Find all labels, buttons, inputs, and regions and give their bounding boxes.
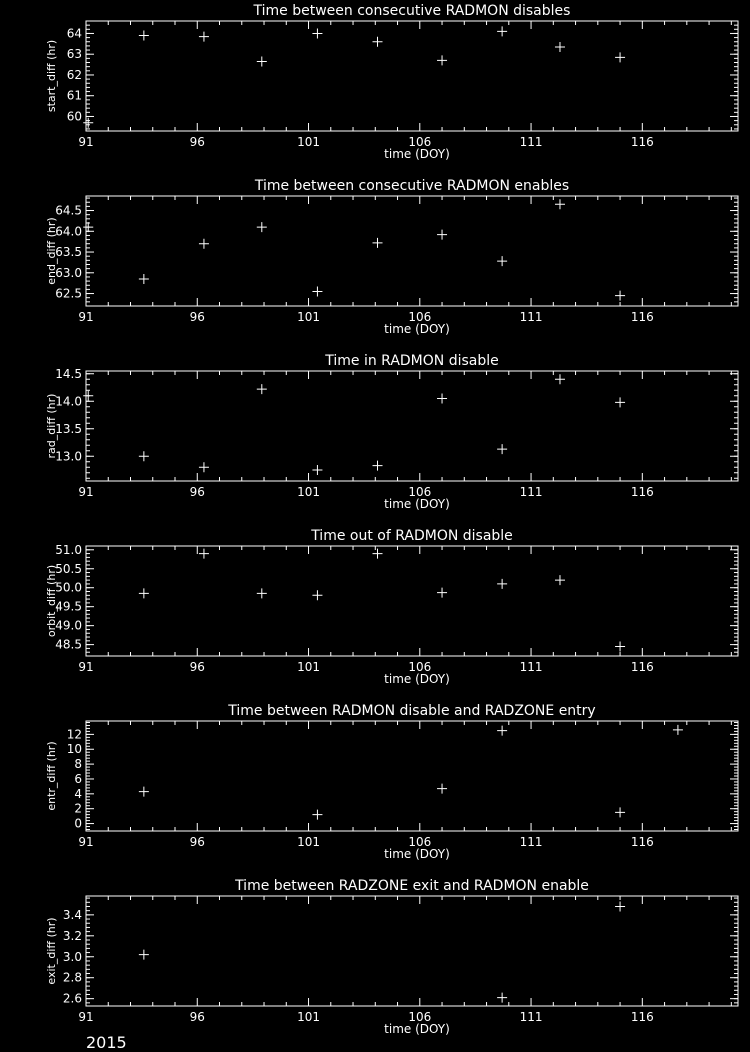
data-point: [437, 394, 447, 404]
y-tick-label: 50.5: [55, 561, 82, 576]
y-axis-label: rad_diff (hr): [45, 393, 58, 459]
chart-title: Time between RADZONE exit and RADMON enable: [235, 878, 589, 894]
data-point: [615, 807, 625, 817]
y-axis-label: entr_diff (hr): [45, 741, 58, 811]
data-point: [373, 37, 383, 47]
data-point: [437, 55, 447, 65]
data-point: [312, 810, 322, 820]
x-tick-label: 116: [630, 835, 654, 849]
x-tick-label: 101: [297, 485, 320, 499]
data-point: [257, 222, 267, 232]
x-tick-label: 96: [189, 310, 205, 324]
x-tick-label: 116: [630, 310, 654, 324]
data-point: [257, 56, 267, 66]
y-tick-label: 10: [66, 742, 82, 757]
y-axis-label: end_diff (hr): [45, 217, 58, 285]
y-tick-label: 8: [74, 757, 82, 772]
x-tick-label: 91: [78, 485, 94, 499]
x-tick-label: 101: [297, 660, 320, 674]
y-tick-label: 12: [66, 727, 82, 742]
y-tick-label: 51.0: [55, 542, 82, 557]
chart-title: Time between consecutive RADMON disables: [253, 3, 571, 19]
y-tick-label: 63: [66, 47, 82, 62]
data-point: [139, 451, 149, 461]
data-point: [555, 575, 565, 585]
data-point: [497, 444, 507, 454]
y-axis-label: exit_diff (hr): [45, 917, 58, 985]
y-tick-label: 62.5: [55, 286, 82, 301]
data-point: [615, 291, 625, 301]
chart-panel-3: [45, 353, 738, 511]
x-tick-label: 106: [408, 1010, 432, 1024]
y-tick-label: 13.5: [55, 421, 82, 436]
data-point: [312, 28, 322, 38]
data-point: [497, 579, 507, 589]
y-tick-label: 2.6: [62, 991, 82, 1006]
data-point: [139, 274, 149, 284]
x-axis-label: time (DOY): [384, 497, 450, 511]
plot-frame: [86, 21, 738, 131]
data-point: [199, 462, 209, 472]
chart-title: Time between RADMON disable and RADZONE entry: [228, 703, 596, 719]
x-tick-label: 106: [408, 310, 432, 324]
x-tick-label: 101: [297, 135, 320, 149]
x-tick-label: 101: [297, 835, 320, 849]
y-tick-label: 3.0: [62, 949, 82, 964]
y-tick-label: 63.5: [55, 245, 82, 260]
y-axis-label: orbit_diff (hr): [45, 564, 58, 638]
x-tick-label: 91: [78, 135, 94, 149]
y-tick-label: 64.0: [55, 224, 82, 239]
x-tick-label: 116: [630, 485, 654, 499]
x-tick-label: 96: [189, 485, 205, 499]
y-tick-label: 64: [66, 26, 82, 41]
plot-frame: [86, 721, 738, 831]
data-point: [615, 901, 625, 911]
x-tick-label: 96: [189, 835, 205, 849]
data-point: [437, 784, 447, 794]
y-tick-label: 61: [66, 88, 82, 103]
x-tick-label: 96: [189, 660, 205, 674]
data-point: [139, 31, 149, 41]
data-point: [497, 726, 507, 736]
chart-panel-2: [45, 178, 738, 336]
x-tick-label: 111: [519, 135, 543, 149]
data-point: [615, 642, 625, 652]
y-tick-label: 48.5: [55, 637, 82, 652]
x-tick-label: 96: [189, 135, 205, 149]
x-tick-label: 116: [630, 135, 654, 149]
x-tick-label: 106: [408, 835, 432, 849]
x-axis-label: time (DOY): [384, 147, 450, 161]
data-point: [83, 391, 93, 401]
y-tick-label: 62: [66, 67, 82, 82]
data-point: [555, 199, 565, 209]
x-tick-label: 106: [408, 485, 432, 499]
data-point: [199, 32, 209, 42]
x-tick-label: 116: [630, 1010, 654, 1024]
plot-frame: [86, 896, 738, 1006]
data-point: [555, 42, 565, 52]
data-point: [555, 374, 565, 384]
data-point: [615, 397, 625, 407]
y-tick-label: 13.0: [55, 449, 82, 464]
data-point: [83, 222, 93, 232]
data-point: [373, 238, 383, 248]
y-tick-label: 2.8: [62, 970, 82, 985]
data-point: [673, 725, 683, 735]
data-point: [437, 230, 447, 240]
data-point: [199, 549, 209, 559]
data-point: [199, 239, 209, 249]
data-point: [139, 950, 149, 960]
data-point: [615, 52, 625, 62]
x-tick-label: 106: [408, 135, 432, 149]
y-tick-label: 63.0: [55, 265, 82, 280]
x-tick-label: 101: [297, 310, 320, 324]
x-tick-label: 91: [78, 310, 94, 324]
x-tick-label: 96: [189, 1010, 205, 1024]
x-tick-label: 116: [630, 660, 654, 674]
y-tick-label: 49.0: [55, 618, 82, 633]
chart-title: Time between consecutive RADMON enables: [254, 178, 570, 194]
y-tick-label: 64.5: [55, 203, 82, 218]
x-tick-label: 111: [519, 835, 543, 849]
x-axis-label: time (DOY): [384, 672, 450, 686]
x-tick-label: 111: [519, 1010, 543, 1024]
data-point: [139, 588, 149, 598]
data-point: [257, 384, 267, 394]
x-tick-label: 101: [297, 1010, 320, 1024]
y-axis-label: start_diff (hr): [45, 39, 58, 113]
data-point: [497, 26, 507, 36]
data-point: [437, 588, 447, 598]
chart-title: Time out of RADMON disable: [311, 528, 513, 544]
y-tick-label: 14.0: [55, 394, 82, 409]
y-tick-label: 6: [74, 771, 82, 786]
year-label: 2015: [86, 1033, 127, 1052]
x-tick-label: 111: [519, 485, 543, 499]
data-point: [373, 461, 383, 471]
x-tick-label: 91: [78, 835, 94, 849]
y-tick-label: 3.4: [62, 907, 82, 922]
x-axis-label: time (DOY): [384, 847, 450, 861]
chart-panel-5: [45, 703, 738, 861]
y-tick-label: 49.5: [55, 599, 82, 614]
data-point: [83, 118, 93, 128]
x-axis-label: time (DOY): [384, 1022, 450, 1036]
x-tick-label: 111: [519, 660, 543, 674]
plot-frame: [86, 546, 738, 656]
y-tick-label: 14.5: [55, 366, 82, 381]
data-point: [373, 549, 383, 559]
chart-panel-4: [45, 528, 738, 686]
data-point: [139, 787, 149, 797]
x-tick-label: 91: [78, 660, 94, 674]
x-tick-label: 106: [408, 660, 432, 674]
y-tick-label: 4: [74, 786, 82, 801]
data-point: [312, 286, 322, 296]
data-point: [497, 993, 507, 1003]
data-point: [497, 256, 507, 266]
plot-frame: [86, 371, 738, 481]
x-axis-label: time (DOY): [384, 322, 450, 336]
y-tick-label: 50.0: [55, 580, 82, 595]
x-tick-label: 91: [78, 1010, 94, 1024]
data-point: [257, 588, 267, 598]
data-point: [312, 465, 322, 475]
y-tick-label: 60: [66, 109, 82, 124]
chart-title: Time in RADMON disable: [325, 353, 499, 369]
y-tick-label: 3.2: [62, 928, 82, 943]
chart-panel-6: [45, 878, 738, 1036]
plot-frame: [86, 196, 738, 306]
chart-panel-1: [45, 3, 738, 161]
data-point: [312, 590, 322, 600]
y-tick-label: 2: [74, 801, 82, 816]
x-tick-label: 111: [519, 310, 543, 324]
y-tick-label: 0: [74, 816, 82, 831]
